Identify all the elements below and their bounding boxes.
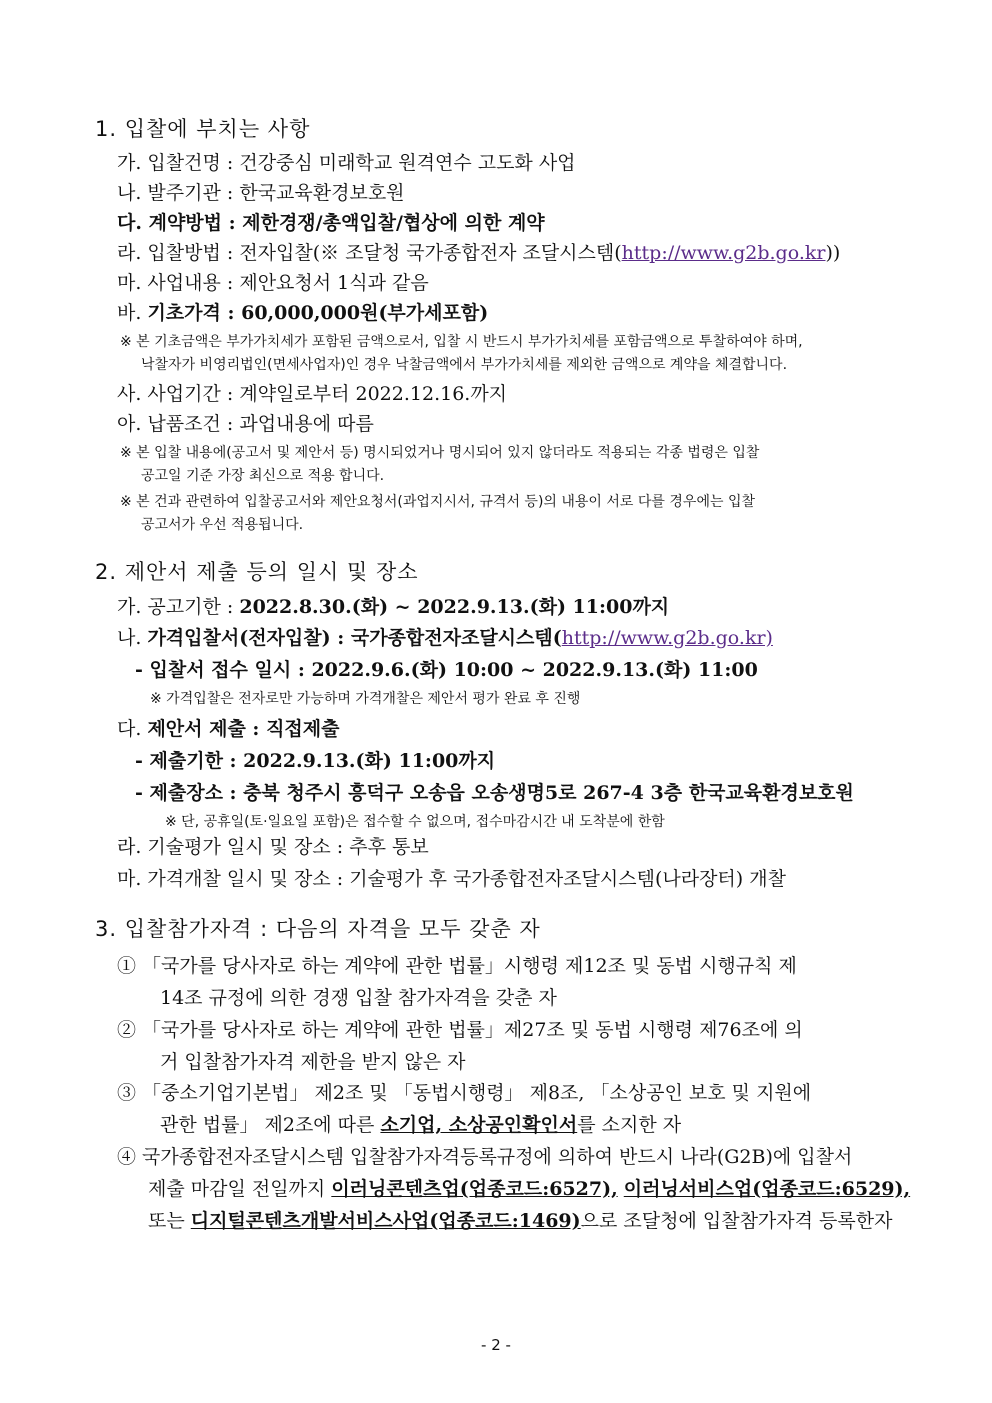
industry-code-6529: 이러닝서비스업(업종코드:6529), — [623, 1178, 911, 1200]
label: 가. 입찰건명 : — [117, 152, 234, 174]
item-bid-method — [117, 240, 840, 266]
g2b-link[interactable]: http://www.g2b.go.kr) — [561, 627, 773, 649]
text: ① 「국가를 당사자로 하는 계약에 관한 법률」시행령 제12조 및 동법 시행규칙 제 — [117, 955, 797, 977]
value: 한국교육환경보호원 — [239, 182, 405, 204]
item-bid-name — [117, 150, 576, 176]
bid-receipt-date: - 입찰서 접수 일시 : 2022.9.6.(화) 10:00 ~ 2022.9.13.(화) 11:00 — [135, 659, 758, 681]
note-holiday: ※ 단, 공휴일(토·일요일 포함)은 접수할 수 없으며, 접수마감시간 내 도착분에 한함 — [165, 814, 665, 830]
label: 가. 공고기한 : — [117, 596, 234, 618]
note-priority-2: 공고서가 우선 적용됩니다. — [141, 517, 304, 533]
label: 마. 사업내용 : — [117, 272, 234, 294]
item-client — [117, 180, 405, 206]
section-2-title: 2. 제안서 제출 등의 일시 및 장소 — [95, 560, 419, 584]
qualification-3-line-2 — [160, 1112, 681, 1138]
note-law-2: 공고일 기준 가장 최신으로 적용 합니다. — [141, 468, 385, 484]
value: 2022.8.30.(화) ~ 2022.9.13.(화) 11:00까지 — [239, 596, 670, 618]
label: 사. 사업기간 : — [117, 383, 234, 405]
note-law-1: ※ 본 입찰 내용에(공고서 및 제안서 등) 명시되었거나 명시되어 있지 않더라도 적용되는 각종 법령은 입찰 — [120, 445, 760, 461]
item-base-price — [117, 300, 488, 326]
value: 기초가격 : 60,000,000원(부가세포함) — [147, 302, 489, 324]
note-price-bid: ※ 가격입찰은 전자로만 가능하며 가격개찰은 제안서 평가 완료 후 진행 — [150, 691, 581, 707]
note-priority-1: ※ 본 건과 관련하여 입찰공고서와 제안요청서(과업지시서, 규격서 등)의 내용이 서로 다를 경우에는 입찰 — [120, 494, 755, 510]
value: 제안서 제출 : 직접제출 — [147, 718, 340, 740]
text: 관한 법률」 제2조에 따른 — [160, 1114, 381, 1136]
item-price-open: 마. 가격개찰 일시 및 장소 : 기술평가 후 국가종합전자조달시스템(나라장터) 개찰 — [117, 868, 786, 890]
value: 계약일로부터 2022.12.16.까지 — [239, 383, 508, 405]
bid-method-text: 라. 입찰방법 : 전자입찰(※ 조달청 국가종합전자 조달시스템( — [117, 242, 622, 264]
value: 가격입찰서(전자입찰) : 국가종합전자조달시스템( — [147, 627, 562, 649]
submit-location: - 제출장소 : 충북 청주시 흥덕구 오송읍 오송생명5로 267-4 3층 한국교육환경보호원 — [135, 782, 854, 804]
item-period — [117, 381, 507, 407]
text: 제출 마감일 전일까지 — [148, 1178, 332, 1200]
g2b-link[interactable]: http://www.g2b.go.kr — [621, 242, 826, 264]
industry-code-6527: 이러닝콘텐츠업(업종코드:6527), — [331, 1178, 618, 1200]
qualification-1-line-2: 14조 규정에 의한 경쟁 입찰 참가자격을 갖춘 자 — [160, 987, 557, 1009]
note-vat-1: ※ 본 기초금액은 부가가치세가 포함된 금액으로서, 입찰 시 반드시 부가가치세를 포함금액으로 투찰하여야 하며, — [120, 334, 803, 350]
text: 를 소지한 자 — [577, 1114, 682, 1136]
qualification-3-line-1: ③ 「중소기업기본법」 제2조 및 「동법시행령」 제8조, 「소상공인 보호 및 지원에 — [117, 1082, 812, 1104]
item-price-bid — [117, 625, 773, 651]
page-number: - 2 - — [481, 1336, 511, 1354]
item-notice-period — [117, 594, 669, 620]
section-1-title: 1. 입찰에 부치는 사항 — [95, 117, 311, 141]
label: 나. — [117, 627, 148, 649]
item-contract-method: 다. 계약방법 : 제한경쟁/총액입찰/협상에 의한 계약 — [117, 212, 545, 234]
section-3-title: 3. 입찰참가자격 : 다음의 자격을 모두 갖춘 자 — [95, 917, 541, 941]
qualification-2-line-2: 거 입찰참가자격 제한을 받지 않은 자 — [160, 1051, 466, 1073]
value: 제안요청서 1식과 같음 — [239, 272, 429, 294]
label: 아. 납품조건 : — [117, 413, 234, 435]
qualification-4-line-3 — [148, 1208, 892, 1234]
label: 다. — [117, 718, 148, 740]
item-proposal-submit — [117, 716, 339, 742]
item-delivery — [117, 411, 374, 437]
certificate-text: 소기업, 소상공인확인서 — [380, 1114, 578, 1136]
industry-code-1469: 디지털콘텐츠개발서비스사업(업종코드:1469) — [190, 1210, 581, 1232]
qualification-4-line-1: ④ 국가종합전자조달시스템 입찰참가자격등록규정에 의하여 반드시 나라(G2B)에 입찰서 — [117, 1146, 853, 1168]
qualification-2-line-1: ② 「국가를 당사자로 하는 계약에 관한 법률」제27조 및 동법 시행령 제76조에 의 — [117, 1019, 803, 1041]
label: 바. — [117, 302, 148, 324]
note-vat-2: 낙찰자가 비영리법인(면세사업자)인 경우 낙찰금액에서 부가가치세를 제외한 금액으로 계약을 체결합니다. — [141, 357, 788, 373]
value: 건강중심 미래학교 원격연수 고도화 사업 — [239, 152, 576, 174]
submit-deadline: - 제출기한 : 2022.9.13.(화) 11:00까지 — [135, 750, 496, 772]
bid-method-close: )) — [825, 242, 841, 264]
value: 과업내용에 따름 — [239, 413, 374, 435]
text: 으로 조달청에 입찰참가자격 등록한자 — [580, 1210, 893, 1232]
item-business-content — [117, 270, 429, 296]
label: 나. 발주기관 : — [117, 182, 234, 204]
text: 또는 — [148, 1210, 191, 1232]
qualification-1-line-1 — [117, 953, 895, 979]
qualification-4-line-2 — [148, 1176, 910, 1202]
item-tech-eval: 라. 기술평가 일시 및 장소 : 추후 통보 — [117, 836, 429, 858]
